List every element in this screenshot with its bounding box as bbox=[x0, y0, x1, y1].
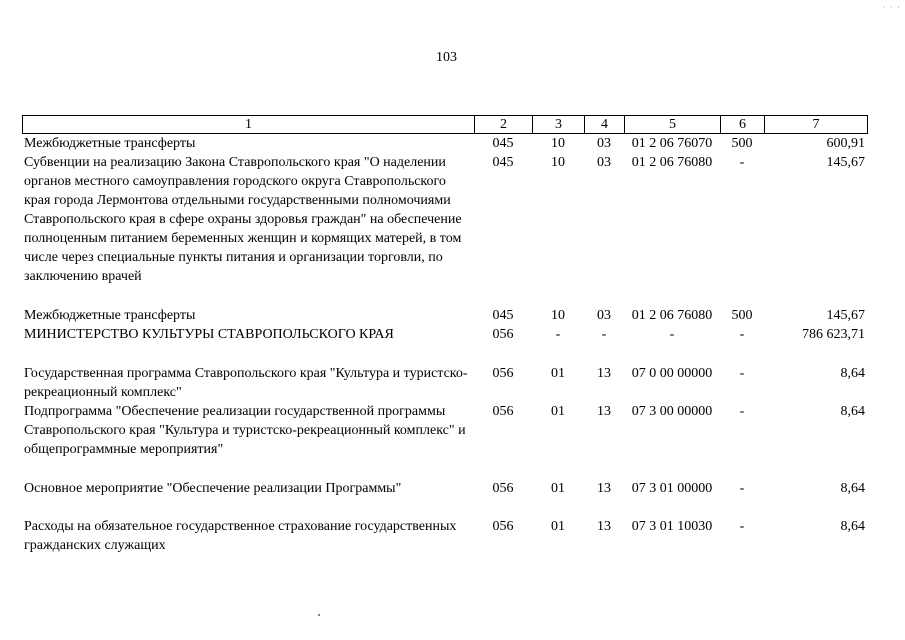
row-target-article: 07 3 00 00000 bbox=[631, 404, 713, 419]
column-header-5: 5 bbox=[625, 116, 721, 134]
column-header-2: 2 bbox=[475, 116, 533, 134]
corner-marks: · · · bbox=[882, 2, 901, 12]
row-name: Подпрограмма "Обеспечение реализации государственной программы Ставропольского края "Культура и туристско-рекреационный комплекс" и общепрограммные мероприятия" bbox=[24, 404, 466, 457]
row-expense-type: - bbox=[739, 404, 745, 419]
row-target-article: 07 3 01 00000 bbox=[631, 481, 713, 496]
row-amount: 145,67 bbox=[826, 308, 865, 323]
row-amount: 145,67 bbox=[826, 155, 865, 170]
row-name: Государственная программа Ставропольского края "Культура и туристско-рекреационный комплекс" bbox=[24, 366, 468, 400]
row-section: 10 bbox=[551, 155, 565, 170]
column-header-row bbox=[23, 116, 868, 134]
row-subsection: 13 bbox=[597, 519, 611, 534]
row-expense-type: - bbox=[739, 155, 745, 170]
row-section: 01 bbox=[551, 404, 565, 419]
scan-speck bbox=[318, 614, 320, 616]
row-amount: 8,64 bbox=[840, 404, 865, 419]
row-target-article: - bbox=[669, 327, 675, 342]
row-subsection: 03 bbox=[597, 155, 611, 170]
row-section: 01 bbox=[551, 519, 565, 534]
row-name: Межбюджетные трансферты bbox=[24, 308, 196, 323]
column-header-7: 7 bbox=[765, 116, 868, 134]
row-target-article: 07 3 01 10030 bbox=[631, 519, 713, 534]
row-code-ministry: 056 bbox=[492, 366, 514, 381]
row-subsection: 03 bbox=[597, 136, 611, 151]
row-target-article: 01 2 06 76070 bbox=[631, 136, 713, 151]
column-header-3: 3 bbox=[533, 116, 585, 134]
row-subsection: 13 bbox=[597, 481, 611, 496]
column-header-table bbox=[22, 115, 868, 134]
row-name: Основное мероприятие "Обеспечение реализации Программы" bbox=[24, 481, 402, 496]
row-expense-type: 500 bbox=[731, 308, 753, 323]
row-amount: 8,64 bbox=[840, 481, 865, 496]
row-expense-type: - bbox=[739, 327, 745, 342]
row-subsection: 03 bbox=[597, 308, 611, 323]
row-code-ministry: 056 bbox=[492, 327, 514, 342]
row-code-ministry: 056 bbox=[492, 404, 514, 419]
row-section: - bbox=[555, 327, 561, 342]
row-amount: 786 623,71 bbox=[802, 327, 865, 342]
row-code-ministry: 056 bbox=[492, 481, 514, 496]
row-expense-type: - bbox=[739, 366, 745, 381]
row-subsection: - bbox=[601, 327, 607, 342]
row-amount: 600,91 bbox=[826, 136, 865, 151]
row-amount: 8,64 bbox=[840, 366, 865, 381]
row-code-ministry: 045 bbox=[492, 155, 514, 170]
row-code-ministry: 045 bbox=[492, 136, 514, 151]
row-section: 10 bbox=[551, 308, 565, 323]
row-name: Субвенции на реализацию Закона Ставропольского края "О наделении органов местного самоуправления городского округа Ставропольского края города Лермонтова отдельными государственными полномочиями Ставропольского края в сфере охраны здоровья граждан" на обеспечение полноценным питанием беременных женщин и кормящих матерей, в том числе через специальные пункты питания и организации торговли, по заключению врачей bbox=[24, 155, 462, 284]
row-target-article: 07 0 00 00000 bbox=[631, 366, 713, 381]
row-expense-type: 500 bbox=[731, 136, 753, 151]
column-header-6: 6 bbox=[721, 116, 765, 134]
row-subsection: 13 bbox=[597, 404, 611, 419]
row-name: Межбюджетные трансферты bbox=[24, 136, 196, 151]
row-expense-type: - bbox=[739, 519, 745, 534]
row-section: 10 bbox=[551, 136, 565, 151]
row-subsection: 13 bbox=[597, 366, 611, 381]
column-header-1: 1 bbox=[23, 116, 475, 134]
row-section: 01 bbox=[551, 481, 565, 496]
row-name: МИНИСТЕРСТВО КУЛЬТУРЫ СТАВРОПОЛЬСКОГО КРАЯ bbox=[24, 327, 394, 342]
page-number: 103 bbox=[436, 50, 457, 65]
row-target-article: 01 2 06 76080 bbox=[631, 155, 713, 170]
column-header-4: 4 bbox=[585, 116, 625, 134]
row-name: Расходы на обязательное государственное страхование государственных гражданских служащих bbox=[24, 519, 457, 553]
row-code-ministry: 056 bbox=[492, 519, 514, 534]
row-target-article: 01 2 06 76080 bbox=[631, 308, 713, 323]
row-amount: 8,64 bbox=[840, 519, 865, 534]
row-expense-type: - bbox=[739, 481, 745, 496]
row-code-ministry: 045 bbox=[492, 308, 514, 323]
row-section: 01 bbox=[551, 366, 565, 381]
